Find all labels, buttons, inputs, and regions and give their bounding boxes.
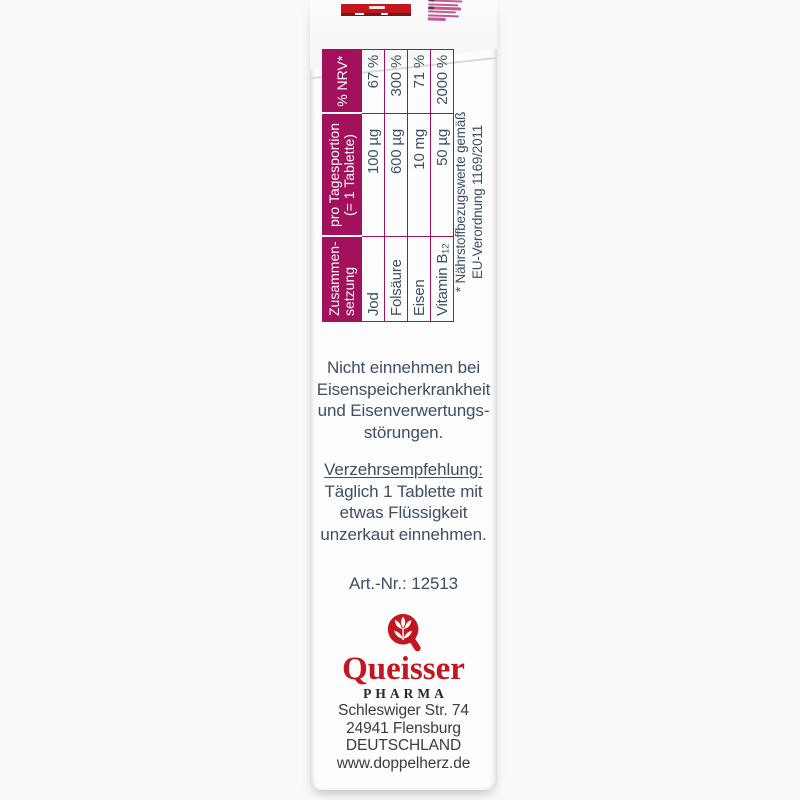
product-box-side-panel [310,0,497,790]
dosage-heading: Verzehrsempfehlung: [324,460,483,479]
nutrition-table [322,49,454,322]
nrv-cell: 2000 % [431,50,454,114]
table-row [431,50,454,322]
brand-logo [310,612,497,701]
nutrient-name-cell: Eisen [408,237,431,322]
header-per-portion: pro Tagesportion (= 1 Tablette) [323,114,362,237]
header-nrv: % NRV* [323,50,362,114]
table-header-row [323,50,362,322]
article-number: Art.-Nr.: 12513 [348,574,459,593]
address-line: Schleswiger Str. 74 [338,702,469,719]
table-row [362,50,385,322]
amount-cell: 50 µg [431,114,454,237]
address-line: DEUTSCHLAND [345,737,462,754]
band-dash [381,13,388,15]
band-dark-strip [341,13,411,17]
table-row [408,50,431,322]
address-line: 24941 Flensburg [346,719,461,737]
nutrition-table-rotated-area [322,46,488,322]
nrv-cell: 67 % [362,50,385,114]
band-highlight [369,6,385,9]
table-footnote: * Nährstoffbezugswerte gemäß EU-Verordnung 1169/2011 [453,111,485,293]
brand-subtitle: PHARMA [363,686,448,701]
brand-name: Queisser [342,651,465,687]
queisser-emblem-icon [386,612,422,652]
nutrient-name-cell: Vitamin B₁₂ [431,237,454,322]
amount-cell: 100 µg [362,114,385,237]
nutrient-name-cell: Folsäure [385,237,408,322]
header-composition: Zusammen- setzung [323,237,362,322]
amount-cell: 600 µg [385,114,408,237]
address-block [310,702,497,772]
amount-cell: 10 mg [408,114,431,237]
nrv-cell: 71 % [408,50,431,114]
website-text: www.doppelherz.de [336,754,471,772]
top-flap-print [428,0,465,25]
nutrient-name-cell: Jod [362,237,385,322]
nrv-cell: 300 % [385,50,408,114]
table-row [385,50,408,322]
dosage-recommendation: Verzehrsempfehlung: Täglich 1 Tablette mit etwas Flüssigkeit unzerkaut einnehmen. [310,459,497,545]
warning-text: Nicht einnehmen bei Eisenspeicherkrankheit und Eisenverwertungs- störungen. [316,358,491,442]
top-flap-red-band [341,4,411,16]
band-dash [355,13,364,15]
